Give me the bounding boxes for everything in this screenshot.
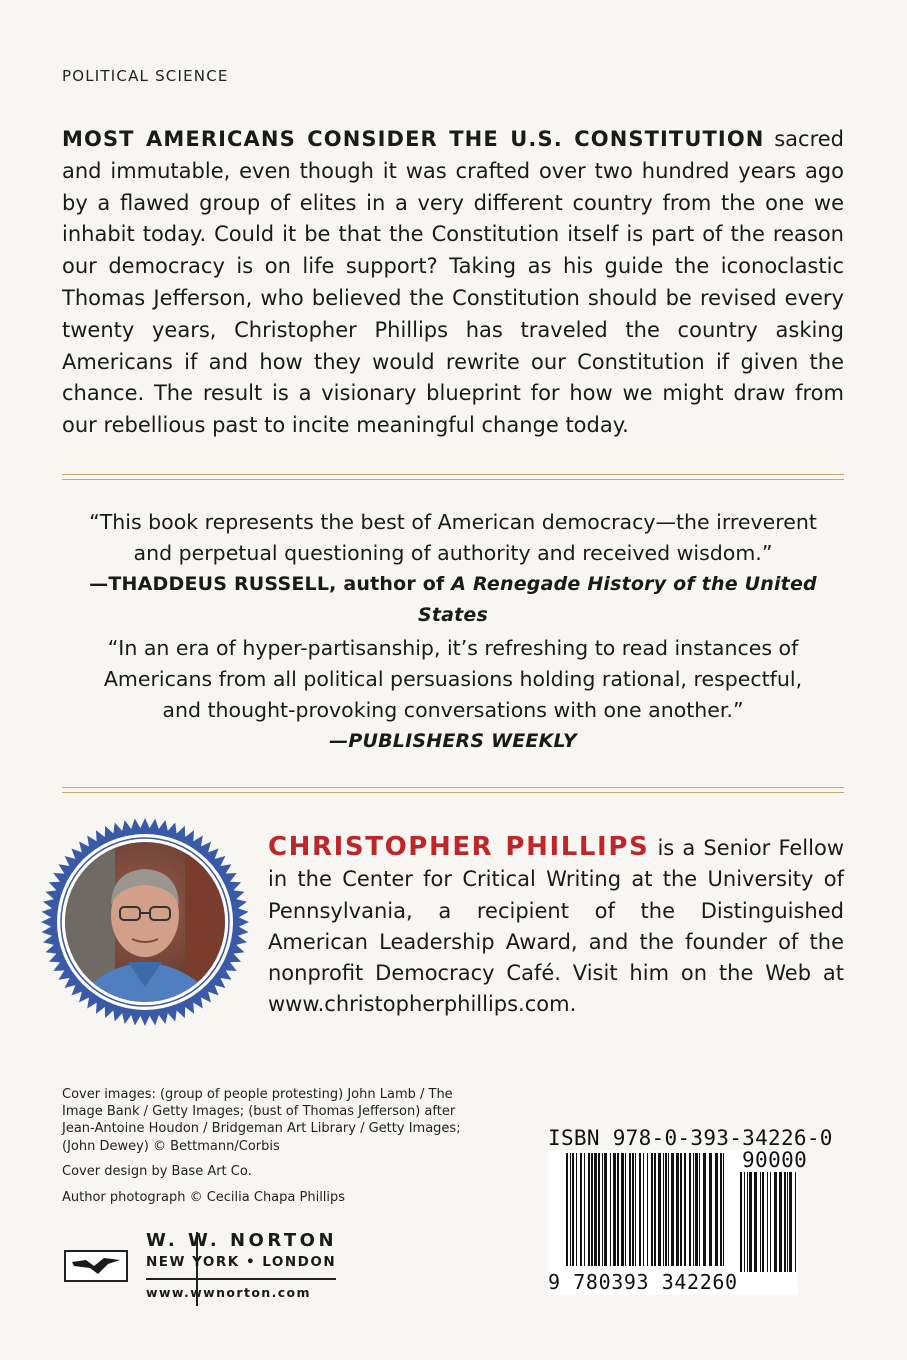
cover-design-credit: Cover design by Base Art Co. bbox=[62, 1164, 252, 1179]
ean-barcode-bars bbox=[566, 1153, 726, 1266]
attribution-work: A Renegade History of the United States bbox=[417, 573, 817, 626]
barcode-digits: 9 780393 342260 bbox=[548, 1270, 738, 1294]
review-quote bbox=[62, 633, 844, 757]
isbn-number: ISBN 978-0-393-34226-0 bbox=[548, 1126, 833, 1150]
quote-text: “In an era of hyper-partisanship, it’s refreshing to read instances of Americans from all political persuasions holding rational, respectful, and thought-provoking conversations with one another.” bbox=[103, 636, 803, 722]
quote-attribution bbox=[62, 569, 844, 631]
author-bio-text: is a Senior Fellow in the Center for Critical Writing at the University of Pennsylvania, a recipient of the Distinguished American Leadership Award, and the founder of the nonprofit Democracy Café. Visit him on the Web at www.christopherphillips.com. bbox=[268, 836, 844, 1017]
category-label: POLITICAL SCIENCE bbox=[62, 67, 229, 85]
publisher-cities: NEW YORK • LONDON bbox=[146, 1254, 337, 1270]
blurb-body: sacred and immutable, even though it was crafted over two hundred years ago by a flawed group of elites in a very different country from the one we inhabit today. Could it be that the Constitution itself is part of the reason our democracy is on life support? Taking as his guide the iconoclastic Thomas Jefferson, who believed the Constitution should be revised every twenty years, Christopher Phillips has traveled the country asking Americans if and how they would rewrite our Constitution if given the chance. The result is a visionary blueprint for how we might draw from our rebellious past to incite meaningful change today. bbox=[62, 127, 844, 438]
barcode-addon-number: 90000 bbox=[742, 1148, 808, 1172]
norton-seagull-logo bbox=[64, 1250, 128, 1282]
publisher-name: W. W. NORTON bbox=[146, 1230, 338, 1251]
publisher-block bbox=[62, 1228, 352, 1308]
divider-rule bbox=[62, 474, 844, 480]
divider-rule bbox=[62, 787, 844, 793]
author-name: CHRISTOPHER PHILLIPS bbox=[268, 832, 650, 862]
description-blurb bbox=[62, 124, 844, 442]
quote-attribution: —PUBLISHERS WEEKLY bbox=[329, 730, 577, 752]
attribution-name: —THADDEUS RUSSELL, author of bbox=[89, 573, 452, 595]
cover-image-credits: Cover images: (group of people protesting) John Lamb / The Image Bank / Getty Images; (bust of Thomas Jefferson) after Jean-Antoine Houdon / Bridgeman Art Library / Getty Images; (John Dewey) © Bettmann/Corbis bbox=[62, 1087, 461, 1154]
review-quote bbox=[62, 507, 844, 631]
author-photo-credit: Author photograph © Cecilia Chapa Phillips bbox=[62, 1190, 346, 1205]
publisher-separator bbox=[146, 1278, 336, 1280]
author-bio bbox=[268, 832, 844, 1021]
addon-barcode-bars bbox=[740, 1172, 798, 1272]
publisher-website: www.wwnorton.com bbox=[146, 1285, 311, 1300]
author-photo bbox=[40, 817, 250, 1027]
blurb-lead: MOST AMERICANS CONSIDER THE U.S. CONSTITUTION bbox=[62, 127, 765, 151]
quote-text: “This book represents the best of American democracy—the irreverent and perpetual questioning of authority and received wisdom.” bbox=[89, 510, 817, 565]
